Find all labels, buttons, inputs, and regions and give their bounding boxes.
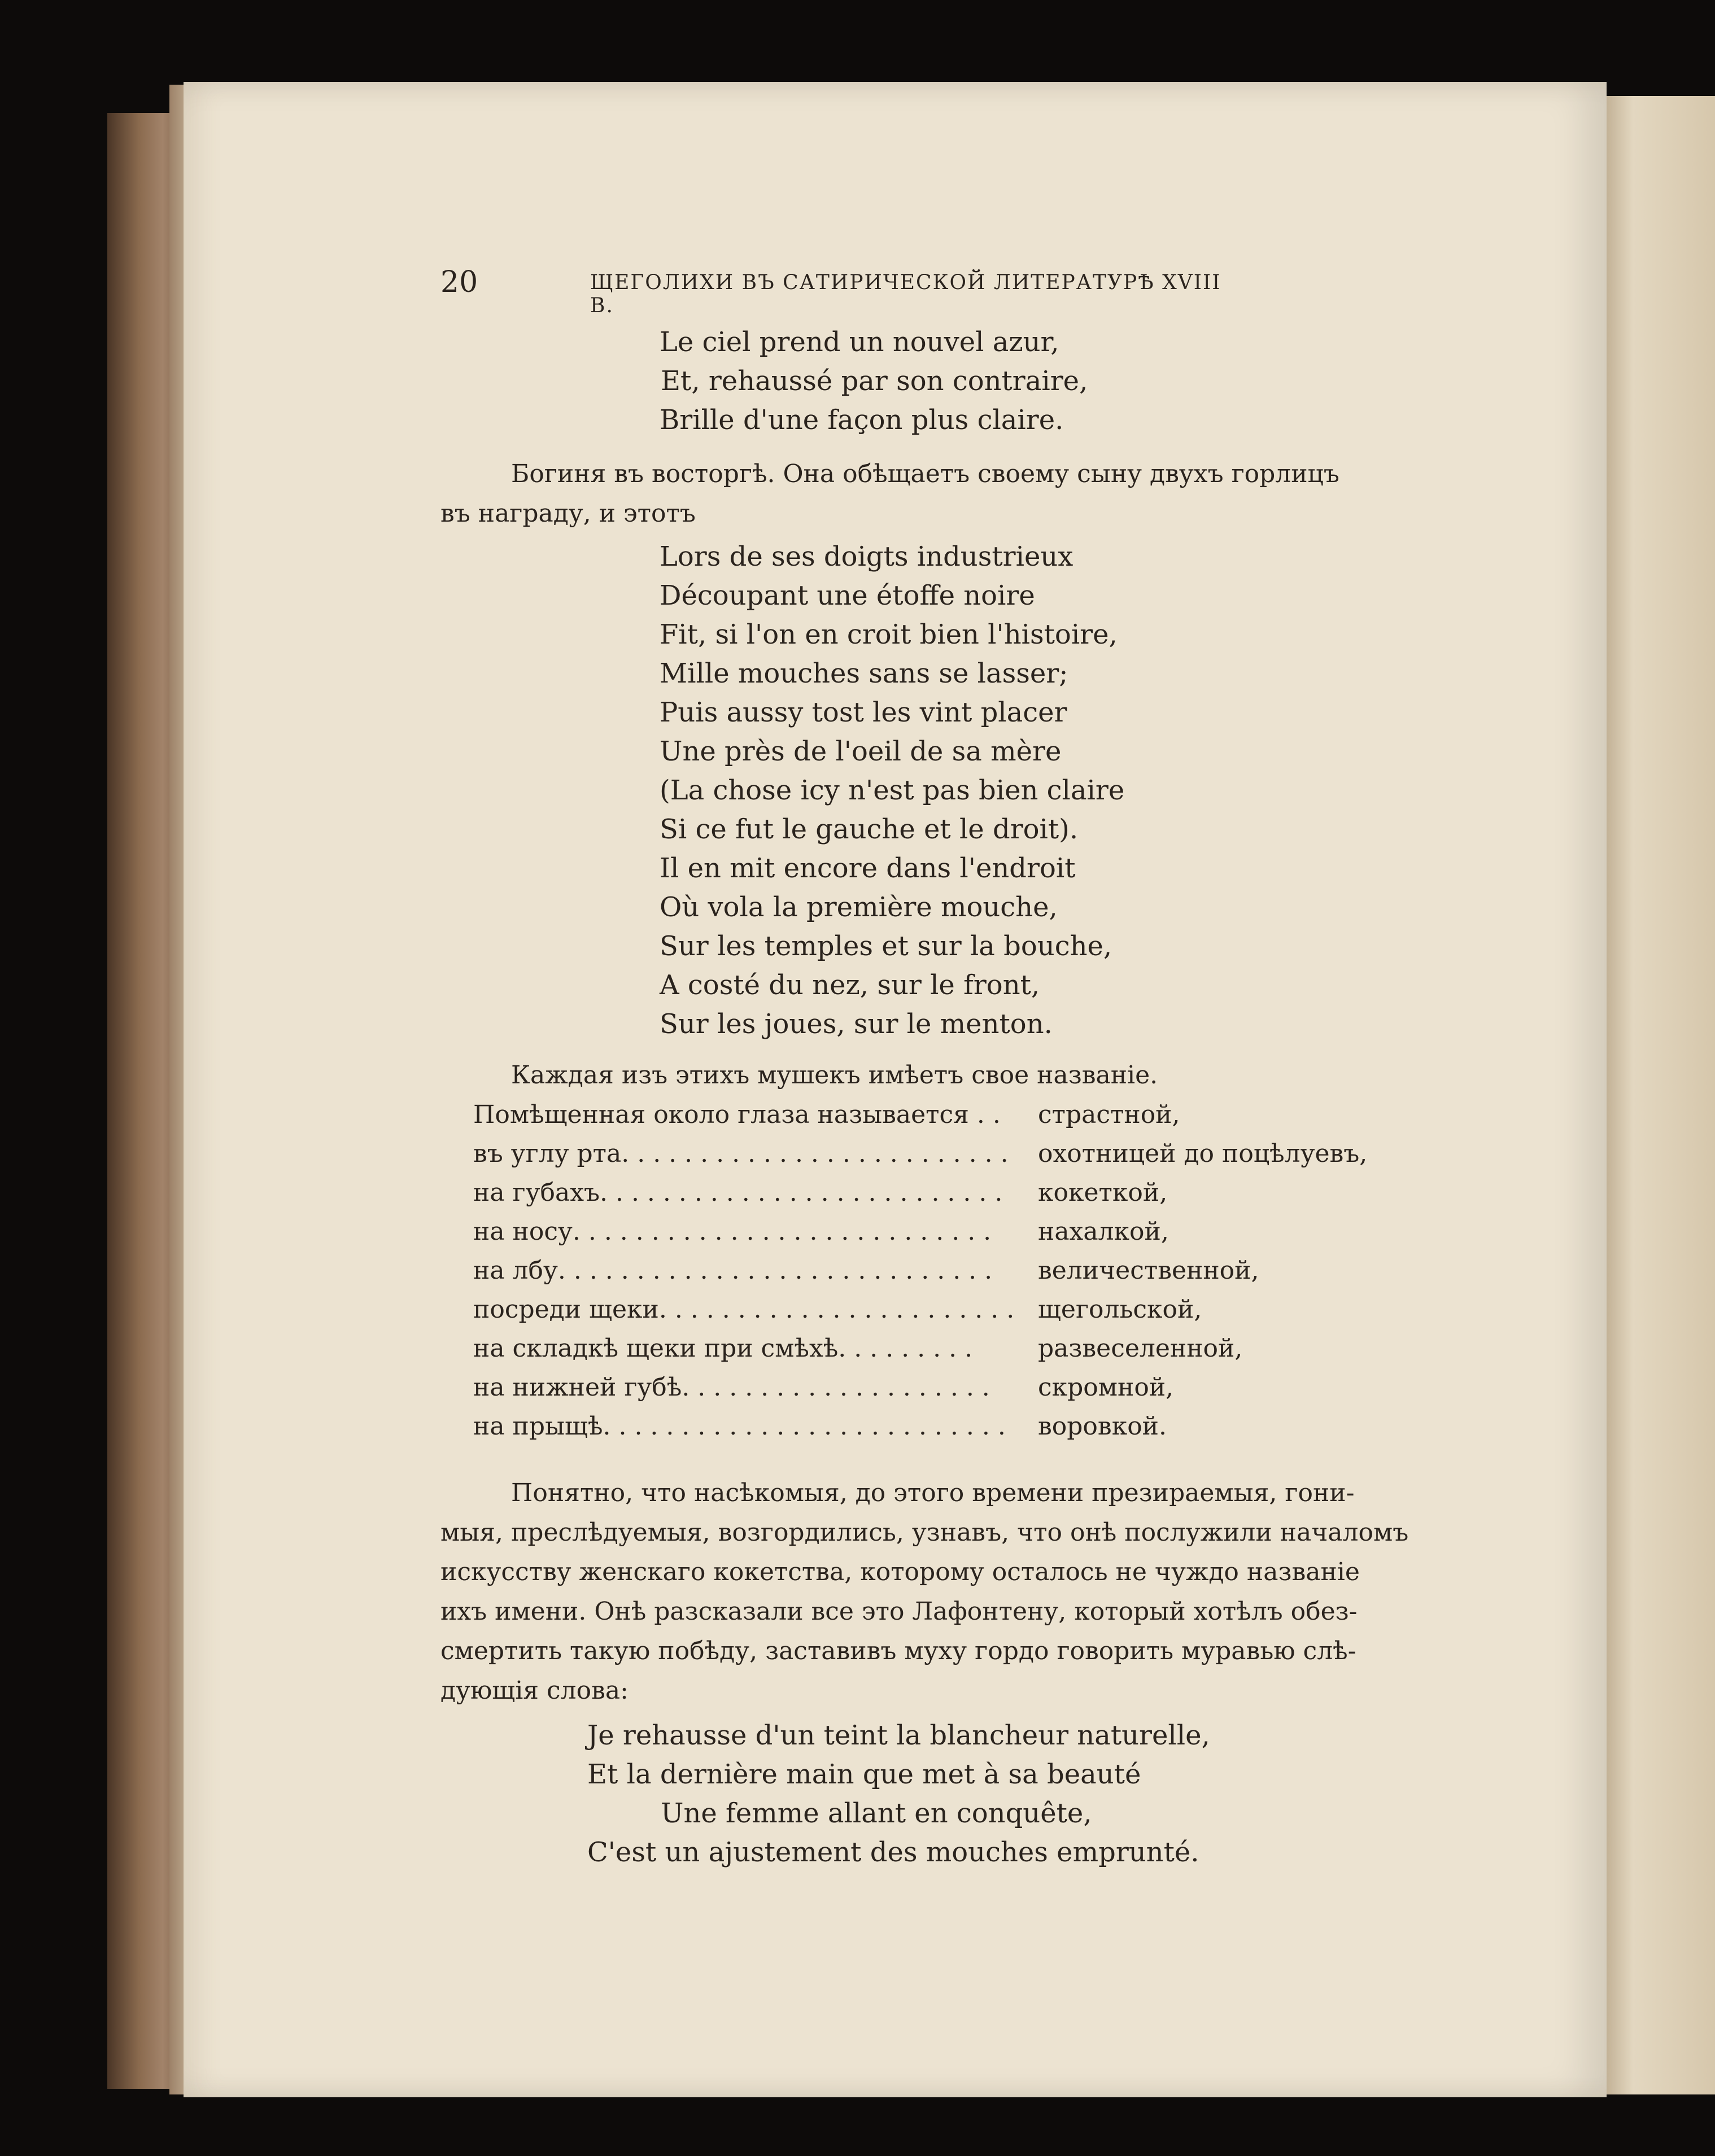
verse-line: Découpant une étoffe noire [660,580,1035,611]
verse-line: Sur les temples et sur la bouche, [660,930,1112,962]
verse-block-1 [660,323,1088,440]
verse-line: (La chose icy n'est pas bien claire [660,775,1125,806]
verse-line: A costé du nez, sur le front, [660,969,1040,1001]
verse-line: Si ce fut le gauche et le droit). [660,814,1079,845]
running-title: ЩЕГОЛИХИ ВЪ САТИРИЧЕСКОЙ ЛИТЕРАТУРѢ XVIII В. [590,271,1221,317]
table-row [473,1407,1399,1446]
mouche-place: на прыщѣ. . . . . . . . . . . . . . . . . . . . . . . . . . [473,1412,1006,1441]
verse-line: Il en mit encore dans l'endroit [660,852,1076,884]
verse-line: Le ciel prend un nouvel azur, [660,326,1059,358]
table-row [473,1329,1399,1368]
mouche-place: на лбу. . . . . . . . . . . . . . . . . . . . . . . . . . . . [473,1256,993,1285]
mouches-table [473,1095,1399,1446]
paragraph-line: смертить такую побѣду, заставивъ муху гордо говорить муравью слѣ- [440,1637,1356,1665]
table-row [473,1368,1399,1407]
mouche-place: на губахъ. . . . . . . . . . . . . . . . . . . . . . . . . . [473,1178,1003,1207]
mouche-name: охотницей до поцѣлуевъ, [1038,1139,1368,1168]
verse-line: Sur les joues, sur le menton. [660,1008,1053,1040]
mouche-name: величественной, [1038,1256,1259,1285]
table-row [473,1212,1399,1251]
paragraph-line: Богиня въ восторгѣ. Она обѣщаетъ своему сыну двухъ горлицъ [511,460,1339,488]
mouche-name: нахалкой, [1038,1217,1169,1246]
table-row [473,1290,1399,1329]
table-row [473,1134,1399,1173]
table-row [473,1173,1399,1212]
table-row [473,1251,1399,1290]
verse-line: Et, rehaussé par son contraire, [661,365,1088,397]
verse-line: Une près de l'oeil de sa mère [660,736,1062,767]
mouche-name: воровкой. [1038,1412,1167,1441]
mouche-name: кокеткой, [1038,1178,1168,1207]
mouche-place: посреди щеки. . . . . . . . . . . . . . . . . . . . . . . [473,1295,1015,1324]
mouche-place: на нижней губѣ. . . . . . . . . . . . . . . . . . . . [473,1373,990,1402]
mouche-place: на складкѣ щеки при смѣхѣ. . . . . . . . . [473,1334,973,1363]
paragraph-line: ихъ имени. Онѣ разсказали все это Лафонтену, который хотѣлъ обез- [440,1597,1358,1626]
paragraph-line: въ награду, и этотъ [440,499,696,528]
paragraph-line: Каждая изъ этихъ мушекъ имѣетъ свое названіе. [511,1061,1158,1090]
verse-block-2 [660,537,1124,1044]
verse-line: Où vola la première mouche, [660,891,1058,923]
paragraph-line: искусству женскаго кокетства, которому осталось не чуждо названіе [440,1558,1360,1586]
verse-block-3 [587,1716,1210,1872]
verse-line: Une femme allant en conquête, [661,1798,1092,1829]
verse-line: C'est un ajustement des mouches emprunté. [587,1836,1199,1868]
paragraph-3 [440,1473,1429,1711]
page-number: 20 [440,265,478,299]
mouche-name: развеселенной, [1038,1334,1243,1363]
table-row [473,1095,1399,1134]
mouche-name: страстной, [1038,1100,1180,1129]
mouche-place: Помѣщенная около глаза называется . . [473,1100,1001,1129]
verse-line: Je rehausse d'un teint la blancheur naturelle, [587,1720,1210,1751]
paragraph-1 [440,454,1434,533]
paragraph-line: Понятно, что насѣкомыя, до этого времени презираемыя, гони- [511,1479,1355,1507]
verse-line: Puis aussy tost les vint placer [660,697,1067,728]
mouche-name: скромной, [1038,1373,1174,1402]
paragraph-2 [511,1056,1158,1095]
verse-line: Fit, si l'on en croit bien l'histoire, [660,619,1118,650]
verse-line: Mille mouches sans se lasser; [660,658,1068,689]
verse-line: Et la dernière main que met à sa beauté [587,1759,1141,1790]
paragraph-line: дующія слова: [440,1676,629,1705]
verse-line: Brille d'une façon plus claire. [660,404,1064,436]
paragraph-line: мыя, преслѣдуемыя, возгордились, узнавъ, что онѣ послужили началомъ [440,1518,1409,1547]
mouche-place: на носу. . . . . . . . . . . . . . . . . . . . . . . . . . . [473,1217,992,1246]
verse-line: Lors de ses doigts industrieux [660,541,1073,572]
mouche-place: въ углу рта. . . . . . . . . . . . . . . . . . . . . . . . . [473,1139,1009,1168]
mouche-name: щегольской, [1038,1295,1202,1324]
